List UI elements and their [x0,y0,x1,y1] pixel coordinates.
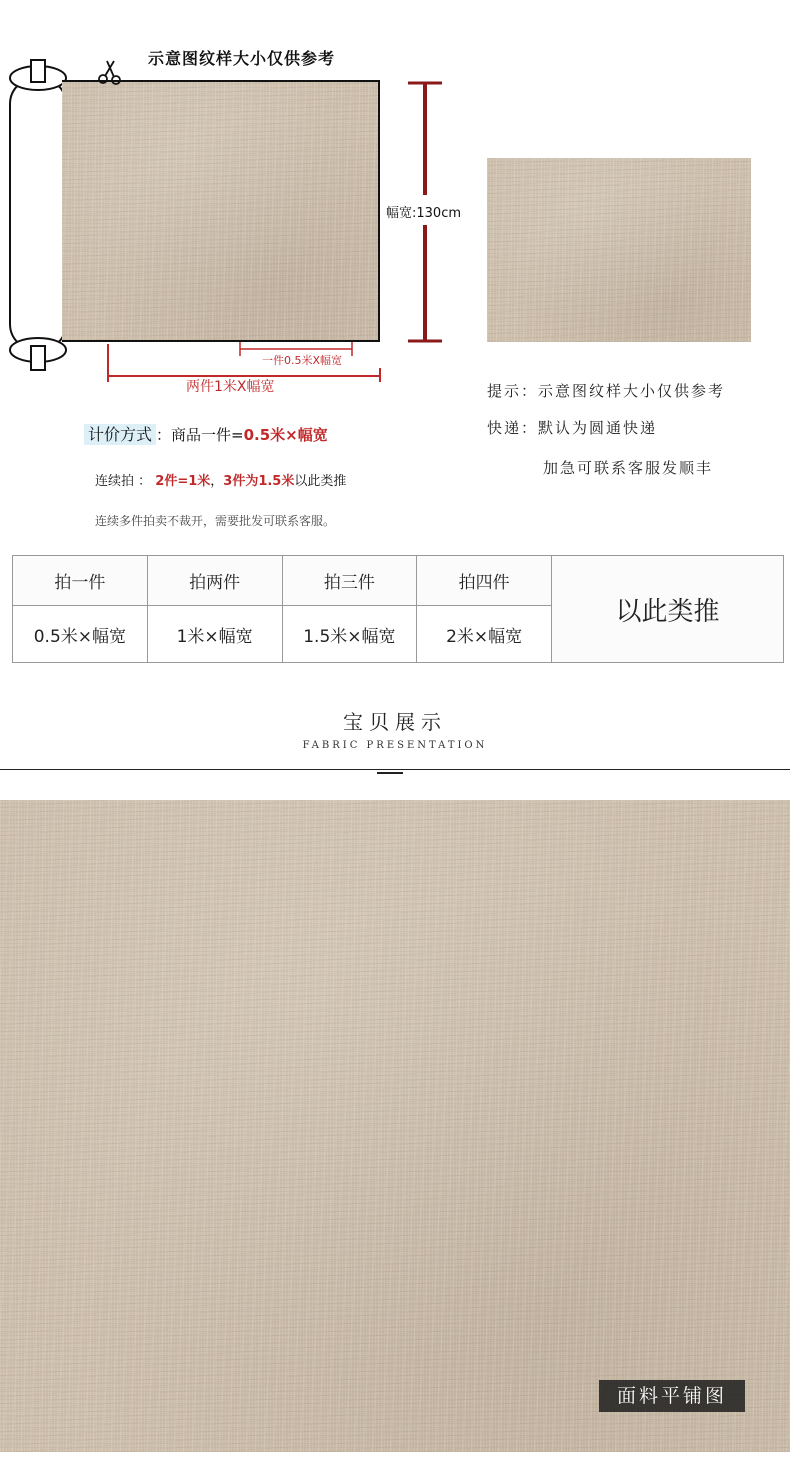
section-subtitle: FABRIC PRESENTATION [302,740,488,751]
pricing-label: 计价方式 [84,424,156,445]
tip-text: 提示：示意图纹样大小仅供参考 [487,382,726,400]
table-cell: 1.5米×幅宽 [282,606,417,663]
pricing-text: ：商品一件= [156,426,244,444]
two-length-label: 两件1米X幅宽 [186,379,275,395]
continuous-value-2: 3件为1.5米 [223,474,295,489]
continuous-suffix: 以此类推 [294,474,347,489]
express-text: 快递：默认为圆通快递 [487,419,658,437]
price-table [12,555,784,663]
section-divider [0,769,790,770]
pricing-method [84,422,328,445]
urgent-text: 加急可联系客服发顺丰 [543,459,714,477]
table-header-cell: 拍一件 [13,556,148,606]
table-header-cell: 拍四件 [417,556,552,606]
continuous-label: 连续拍 ： [95,474,152,489]
half-length-label: 一件0.5米X幅宽 [262,354,343,367]
diagram-title: 示意图纹样大小仅供参考 [148,49,336,68]
table-header-row [13,556,784,606]
table-cell: 0.5米×幅宽 [13,606,148,663]
photo-caption: 面料平铺图 [599,1380,745,1412]
table-header-cell: 拍三件 [282,556,417,606]
table-cell: 2米×幅宽 [417,606,552,663]
table-etc-cell: 以此类推 [552,556,784,663]
table-header-cell: 拍两件 [147,556,282,606]
table-cell: 1米×幅宽 [147,606,282,663]
pricing-value: 0.5米×幅宽 [243,426,328,444]
continuous-purchase [95,470,346,489]
section-title: 宝贝展示 [343,710,447,734]
continuous-value-1: 2件=1米 [155,474,211,489]
scissors-icon [96,58,124,86]
width-label: 幅宽:130cm [386,200,461,223]
multi-purchase-note: 连续多件拍卖不裁开，需要批发可联系客服。 [95,514,336,528]
fabric-swatch [487,158,751,342]
fabric-roll-sample [62,80,380,342]
section-divider-mark [377,772,403,774]
fabric-flat-photo [0,800,790,1452]
continuous-sep: ， [210,474,224,489]
